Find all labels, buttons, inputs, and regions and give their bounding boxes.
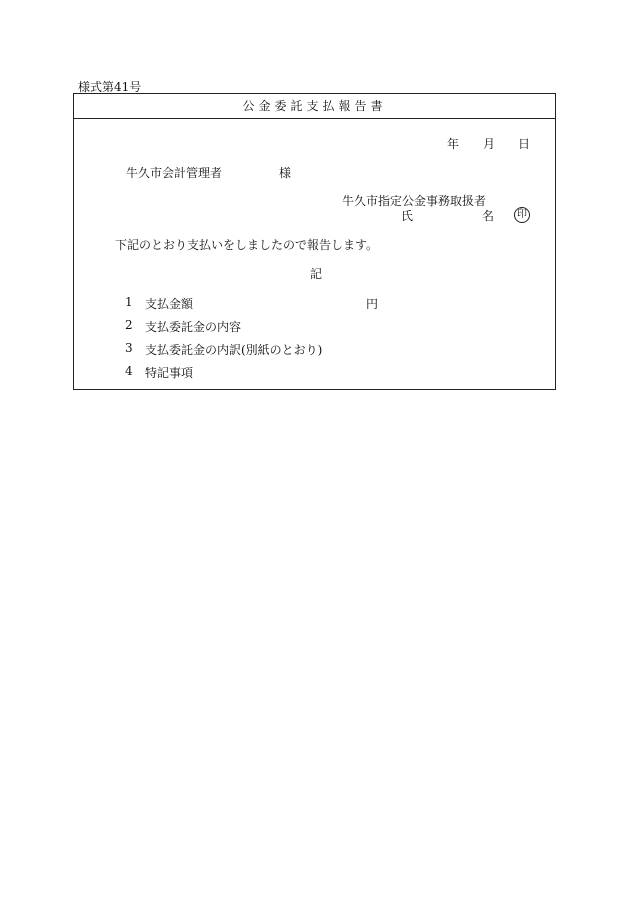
addressee-name: 牛久市会計管理者 — [126, 166, 223, 180]
item-2-number: 2 — [125, 318, 133, 332]
date-day-label: 日 — [518, 137, 531, 151]
item-3-label: 支払委託金の内訳(別紙のとおり) — [145, 343, 323, 357]
date-year-label: 年 — [447, 137, 460, 151]
reporter-title: 牛久市指定公金事務取扱者 — [342, 194, 487, 208]
seal-mark-icon: 印 — [514, 207, 530, 223]
intro-text: 下記のとおり支払いをしましたので報告します。 — [115, 238, 379, 252]
addressee-honorific: 様 — [279, 166, 292, 180]
date-month-label: 月 — [483, 137, 496, 151]
reporter-name-label-2: 名 — [482, 209, 495, 223]
item-4-label: 特記事項 — [145, 366, 194, 380]
item-1-unit: 円 — [366, 297, 379, 311]
item-2-label: 支払委託金の内容 — [145, 320, 242, 334]
item-3-number: 3 — [125, 341, 133, 355]
ki-heading: 記 — [310, 267, 323, 281]
form-title: 公金委託支払報告書 — [74, 94, 555, 119]
item-4-number: 4 — [125, 364, 133, 378]
report-form-frame — [73, 93, 556, 390]
reporter-name-label-1: 氏 — [401, 209, 414, 223]
item-1-label: 支払金額 — [145, 297, 194, 311]
item-1-number: 1 — [125, 295, 133, 309]
form-number: 様式第41号 — [78, 80, 142, 94]
